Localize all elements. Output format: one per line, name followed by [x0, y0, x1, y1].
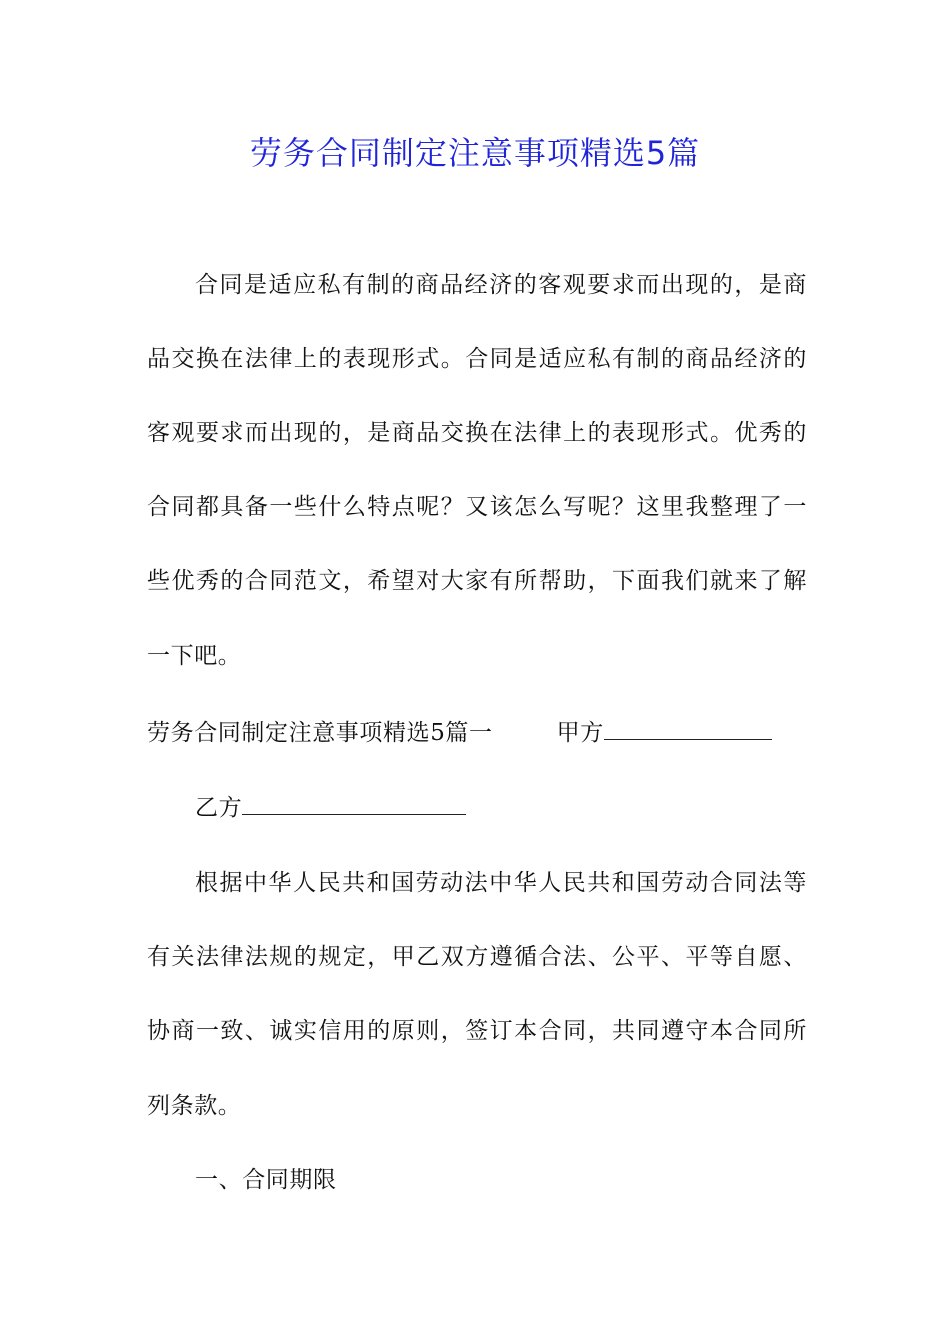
intro-line-5: 些优秀的合同范文，希望对大家有所帮助，下面我们就来了解: [147, 568, 807, 594]
section-heading-row: [147, 715, 807, 750]
document-title: 劳务合同制定注意事项精选5篇: [249, 134, 701, 172]
contract-line-2: 有关法律法规的规定，甲乙双方遵循合法、公平、平等自愿、: [147, 944, 807, 970]
party-b-blank: [242, 790, 466, 815]
party-a-label: 甲方: [556, 720, 604, 746]
intro-line-2: 品交换在法律上的表现形式。合同是适应私有制的商品经济的: [147, 346, 807, 372]
contract-line-3: 协商一致、诚实信用的原则，签订本合同，共同遵守本合同所: [147, 1018, 807, 1044]
party-a-blank: [604, 715, 772, 740]
party-b-row: [195, 790, 807, 825]
intro-line-4: 合同都具备一些什么特点呢？又该怎么写呢？这里我整理了一: [147, 494, 807, 520]
intro-line-1: 合同是适应私有制的商品经济的客观要求而出现的，是商: [195, 272, 807, 298]
section-heading: 劳务合同制定注意事项精选5篇一: [147, 720, 493, 746]
contract-line-1: 根据中华人民共和国劳动法中华人民共和国劳动合同法等: [195, 870, 807, 896]
clause-heading: 一、合同期限: [195, 1167, 337, 1193]
intro-line-3: 客观要求而出现的，是商品交换在法律上的表现形式。优秀的: [147, 420, 807, 446]
intro-line-6: 一下吧。: [147, 643, 242, 669]
contract-line-4: 列条款。: [147, 1093, 242, 1119]
party-b-label: 乙方: [195, 795, 243, 821]
